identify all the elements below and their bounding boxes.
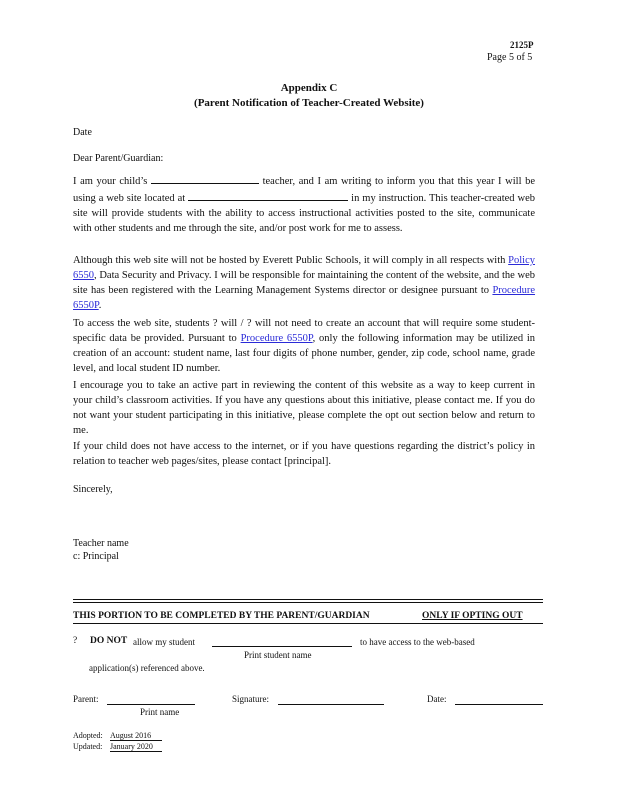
updated-date: January 2020 — [110, 742, 162, 752]
policy-6550-link[interactable]: Policy 6550 — [73, 255, 535, 281]
procedure-6550p-link-2[interactable]: Procedure 6550P — [240, 333, 313, 344]
signature-label: Signature: — [232, 694, 269, 704]
updated-label: Updated: — [73, 742, 103, 751]
applications-label: application(s) referenced above. — [89, 663, 205, 673]
teacher-name: Teacher name — [73, 538, 129, 549]
signature-field[interactable] — [278, 693, 384, 705]
para2-end: . — [98, 300, 102, 311]
salutation: Dear Parent/Guardian: — [73, 153, 164, 164]
cc-principal: c: Principal — [73, 551, 119, 562]
website-url-blank — [188, 189, 348, 201]
parent-name-field[interactable] — [107, 693, 195, 705]
closing: Sincerely, — [73, 484, 113, 495]
parent-label: Parent: — [73, 694, 99, 704]
para2-start: Although this web site will not be hosted by Everett Public Schools, it will comply in all respects with — [73, 255, 506, 266]
para3-end: , only the following information may be utilized in creation of an account: student name, last four digits of phone number, gender, zip code, school name, grade level, and local student ID number. — [73, 333, 536, 374]
procedure-6550p-link[interactable]: Procedure 6550P — [73, 285, 536, 311]
optout-heading-emphasis: ONLY IF OPTING OUT — [422, 611, 523, 621]
adopted-date: August 2016 — [110, 731, 162, 741]
date-field-label: Date: — [427, 694, 447, 704]
paragraph-account — [73, 316, 535, 376]
print-name-label: Print name — [140, 707, 180, 717]
para1-start: I am your child’s — [73, 176, 148, 187]
date-field[interactable] — [455, 693, 543, 705]
do-not-label: DO NOT — [90, 636, 128, 646]
paragraph-hosting — [73, 253, 535, 313]
divider-line-bottom — [73, 623, 543, 624]
appendix-title: Appendix C — [280, 82, 338, 94]
date-label: Date — [73, 127, 92, 138]
paragraph-website-intro — [73, 172, 535, 236]
adopted-label: Adopted: — [73, 731, 103, 740]
paragraph-contact: If your child does not have access to the internet, or if you have questions regarding the district’s policy in relation to teacher web pages/sites, please contact [principal]. — [73, 441, 535, 467]
para2-middle: , Data Security and Privacy. I will be responsible for maintaining the content of the website, and the web site has been registered with the Learning Management Systems director or designee pursuant to — [73, 270, 535, 296]
student-name-field[interactable] — [212, 635, 352, 647]
optout-heading: THIS PORTION TO BE COMPLETED BY THE PARENT/GUARDIAN — [73, 611, 370, 621]
access-label: to have access to the web-based — [360, 637, 475, 647]
document-number: 2125P — [510, 40, 534, 50]
print-student-name-label: Print student name — [244, 650, 312, 660]
para3-start: To access the web site, students ? will / ? will not need to create an account that will require some student-specific data be provided. Pursuant to — [73, 318, 535, 344]
optout-checkbox[interactable]: ? — [73, 636, 78, 646]
page-number: Page 5 of 5 — [487, 52, 533, 63]
allow-label: allow my student — [133, 637, 195, 647]
teacher-blank — [151, 172, 259, 184]
divider-line-top — [73, 599, 543, 600]
divider-line-top-2 — [73, 602, 543, 603]
para1-end: in my instruction. This teacher-created web site will provide students with the ability to access instructional activities posted to the site, communicate with other students and me through the site, and/or post work for me to assess. — [73, 193, 535, 234]
paragraph-encourage: I encourage you to take an active part in reviewing the content of this website as a way to keep current in your child’s classroom activities. If you have any questions about this initiative, please contact me. If you do not want your student participating in this initiative, please complete the opt out section below and return to me. — [73, 380, 535, 436]
notice-title: (Parent Notification of Teacher-Created Website) — [194, 97, 424, 109]
para1-middle: teacher, and I am writing to inform you that this year I will be using a web site located at — [73, 176, 536, 204]
